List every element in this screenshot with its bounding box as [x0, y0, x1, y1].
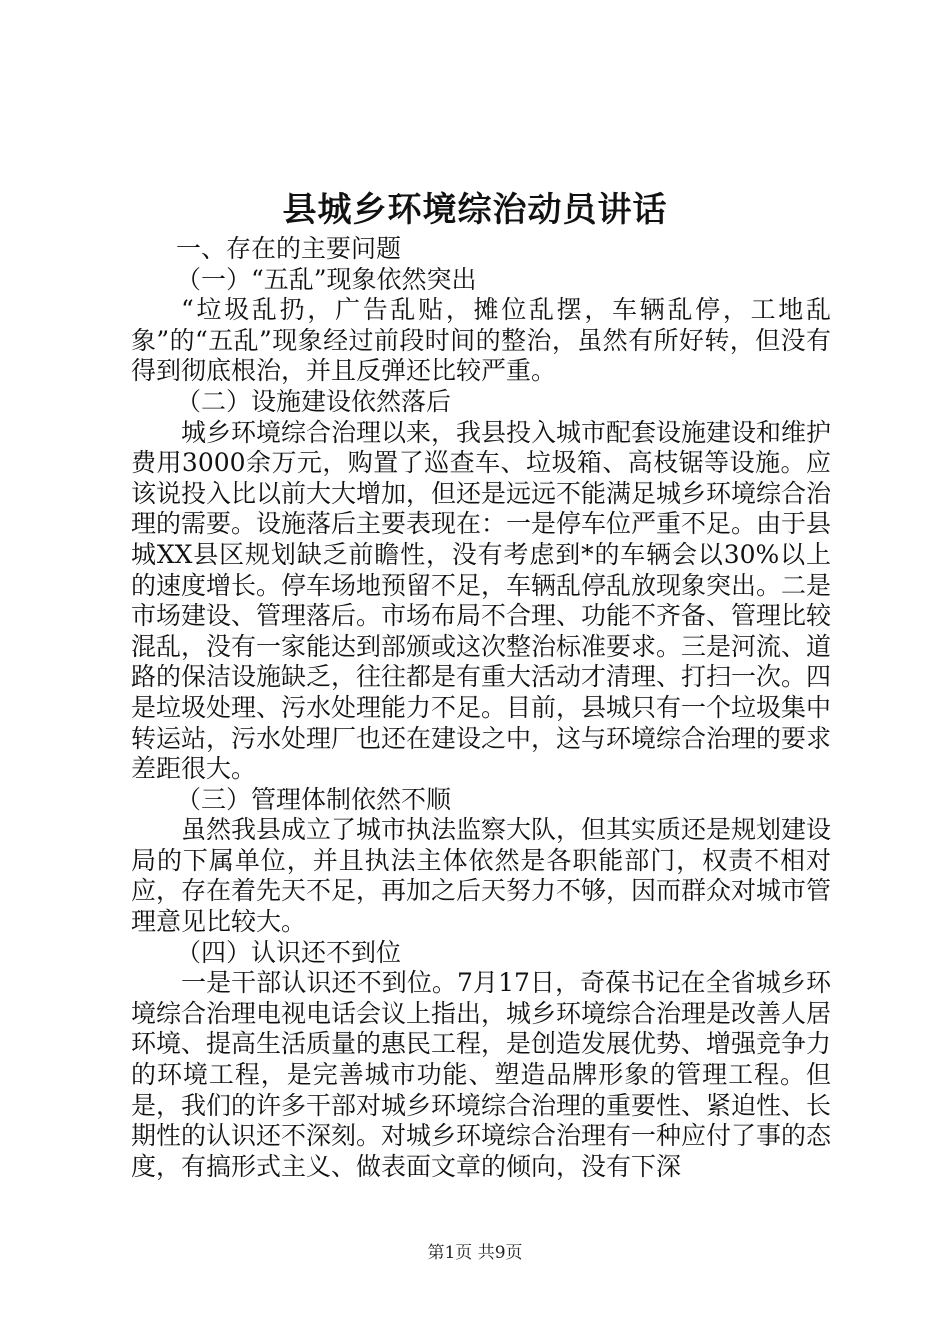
document-title: 县城乡环境综治动员讲话	[282, 190, 668, 230]
page-number-footer: 第1页 共9页	[427, 1243, 523, 1263]
section-heading: 一、存在的主要问题	[176, 234, 402, 263]
body-paragraph: 一是干部认识还不到位。7月17日，奇葆书记在全省城乡环境综合治理电视电话会议上指出，城乡环境综合治理是改善人居环境、提高生活质量的惠民工程，是创造发展优势、增强竞争力的环境工程，是完善城市功能、塑造品牌形象的管理工程。但是，我们的许多干部对城乡环境综合治理的重要性、紧迫性、长期性的认识还不深刻。对城乡环境综合治理有一种应付了事的态度，有搞形式主义、做表面文章的倾向，没有下深	[131, 968, 832, 1181]
subsection-heading: （三）管理体制依然不顺	[176, 784, 452, 814]
subsection-heading: （四）认识还不到位	[176, 937, 402, 967]
document-body	[131, 234, 831, 1182]
subsection-heading: （一）“五乱”现象依然突出	[176, 264, 477, 294]
subsection-heading: （二）设施建设依然落后	[176, 386, 452, 416]
body-paragraph: 虽然我县成立了城市执法监察大队，但其实质还是规划建设局的下属单位，并且执法主体依然是各职能部门，权责不相对应，存在着先天不足，再加之后天努力不够，因而群众对城市管理意见比较大。	[131, 815, 832, 937]
body-paragraph: 城乡环境综合治理以来，我县投入城市配套设施建设和维护费用3000余万元，购置了巡查车、垃圾箱、高枝锯等设施。应该说投入比以前大大增加，但还是远远不能满足城乡环境综合治理的需要。设施落后主要表现在：一是停车位严重不足。由于县城XX县区规划缺乏前瞻性，没有考虑到*的车辆会以30%以上的速度增长。停车场地预留不足，车辆乱停乱放现象突出。二是市场建设、管理落后。市场布局不合理、功能不齐备、管理比较混乱，没有一家能达到部颁或这次整治标准要求。三是河流、道路的保洁设施缺乏，往往都是有重大活动才清理、打扫一次。四是垃圾处理、污水处理能力不足。目前，县城只有一个垃圾集中转运站，污水处理厂也还在建设之中，这与环境综合治理的要求差距很大。	[131, 417, 832, 784]
body-paragraph: “垃圾乱扔，广告乱贴，摊位乱摆，车辆乱停，工地乱象”的“五乱”现象经过前段时间的整治，虽然有所好转，但没有得到彻底根治，并且反弹还比较严重。	[131, 295, 831, 386]
